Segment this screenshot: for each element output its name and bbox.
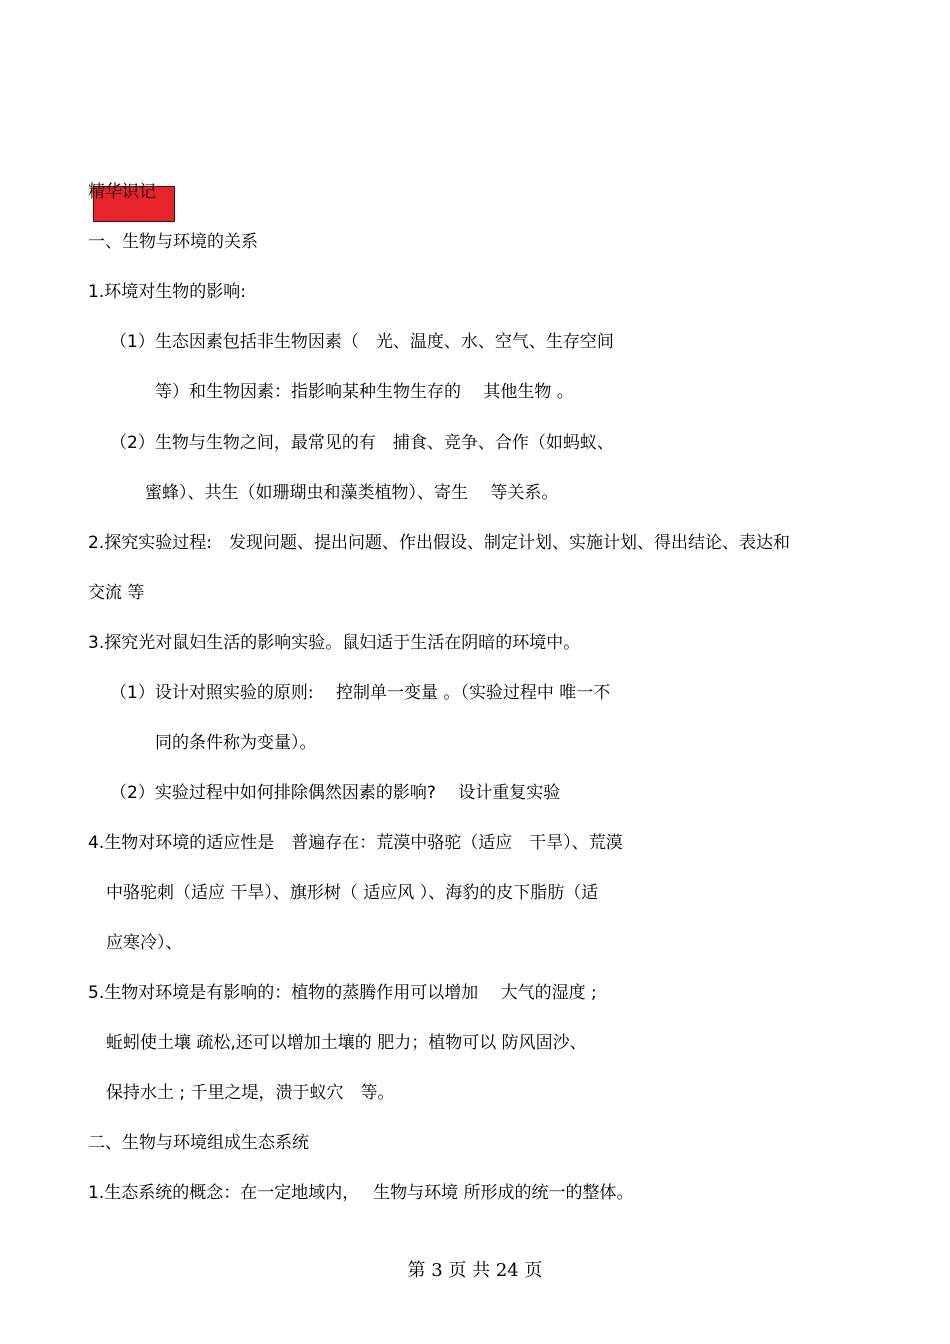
item-3-sub-2: （2）实验过程中如何排除偶然因素的影响? 设计重复实验 [110, 783, 561, 803]
item-1-sub-2-cont: 蜜蜂）、共生（如珊瑚虫和藻类植物）、寄生 等关系。 [145, 483, 559, 503]
item-5-cont-1: 蚯蚓使土壤 疏松,还可以增加土壤的 肥力；植物可以 防风固沙、 [106, 1033, 587, 1053]
item-4-cont-2: 应寒冷）、 [106, 933, 183, 953]
item-3-title: 3.探究光对鼠妇生活的影响实验。鼠妇适于生活在阴暗的环境中。 [88, 633, 581, 653]
item-3-sub-1: （1）设计对照实验的原则: 控制单一变量 。（实验过程中 唯一不 [110, 683, 611, 703]
item-5-title: 5.生物对环境是有影响的：植物的蒸腾作用可以增加 大气的湿度 ; [88, 983, 597, 1003]
item-2-cont: 交流 等 [88, 583, 145, 603]
section-badge-label: 精华识记 [88, 182, 156, 202]
item-1-sub-2: （2）生物与生物之间，最常见的有 捕食、竞争、合作（如蚂蚁、 [110, 433, 614, 453]
item-1-title: 1.环境对生物的影响: [88, 282, 246, 302]
item-4-cont-1: 中骆驼刺（适应 干旱）、旗形树（ 适应风 ）、海豹的皮下脂肪（适 [106, 883, 599, 903]
page-footer: 第 3 页 共 24 页 [407, 1260, 543, 1281]
heading-section-2: 二、生物与环境组成生态系统 [88, 1133, 309, 1153]
item-4-title: 4.生物对环境的适应性是 普遍存在：荒漠中骆驼（适应 干旱）、荒漠 [88, 833, 623, 853]
item-5-cont-2: 保持水土 ; 千里之堤，溃于蚁穴 等。 [106, 1083, 395, 1103]
item-6-title: 1.生态系统的概念：在一定地域内， 生物与环境 所形成的统一的整体。 [88, 1183, 634, 1203]
item-2-title: 2.探究实验过程: 发现问题、提出问题、作出假设、制定计划、实施计划、得出结论、表达和 [88, 533, 790, 553]
item-1-sub-1: （1）生态因素包括非生物因素（ 光、温度、水、空气、生存空间 [110, 332, 614, 352]
item-1-sub-1-cont: 等）和生物因素：指影响某种生物生存的 其他生物 。 [155, 382, 574, 402]
item-3-sub-1-cont: 同的条件称为变量）。 [155, 733, 317, 753]
heading-section-1: 一、生物与环境的关系 [88, 232, 258, 252]
